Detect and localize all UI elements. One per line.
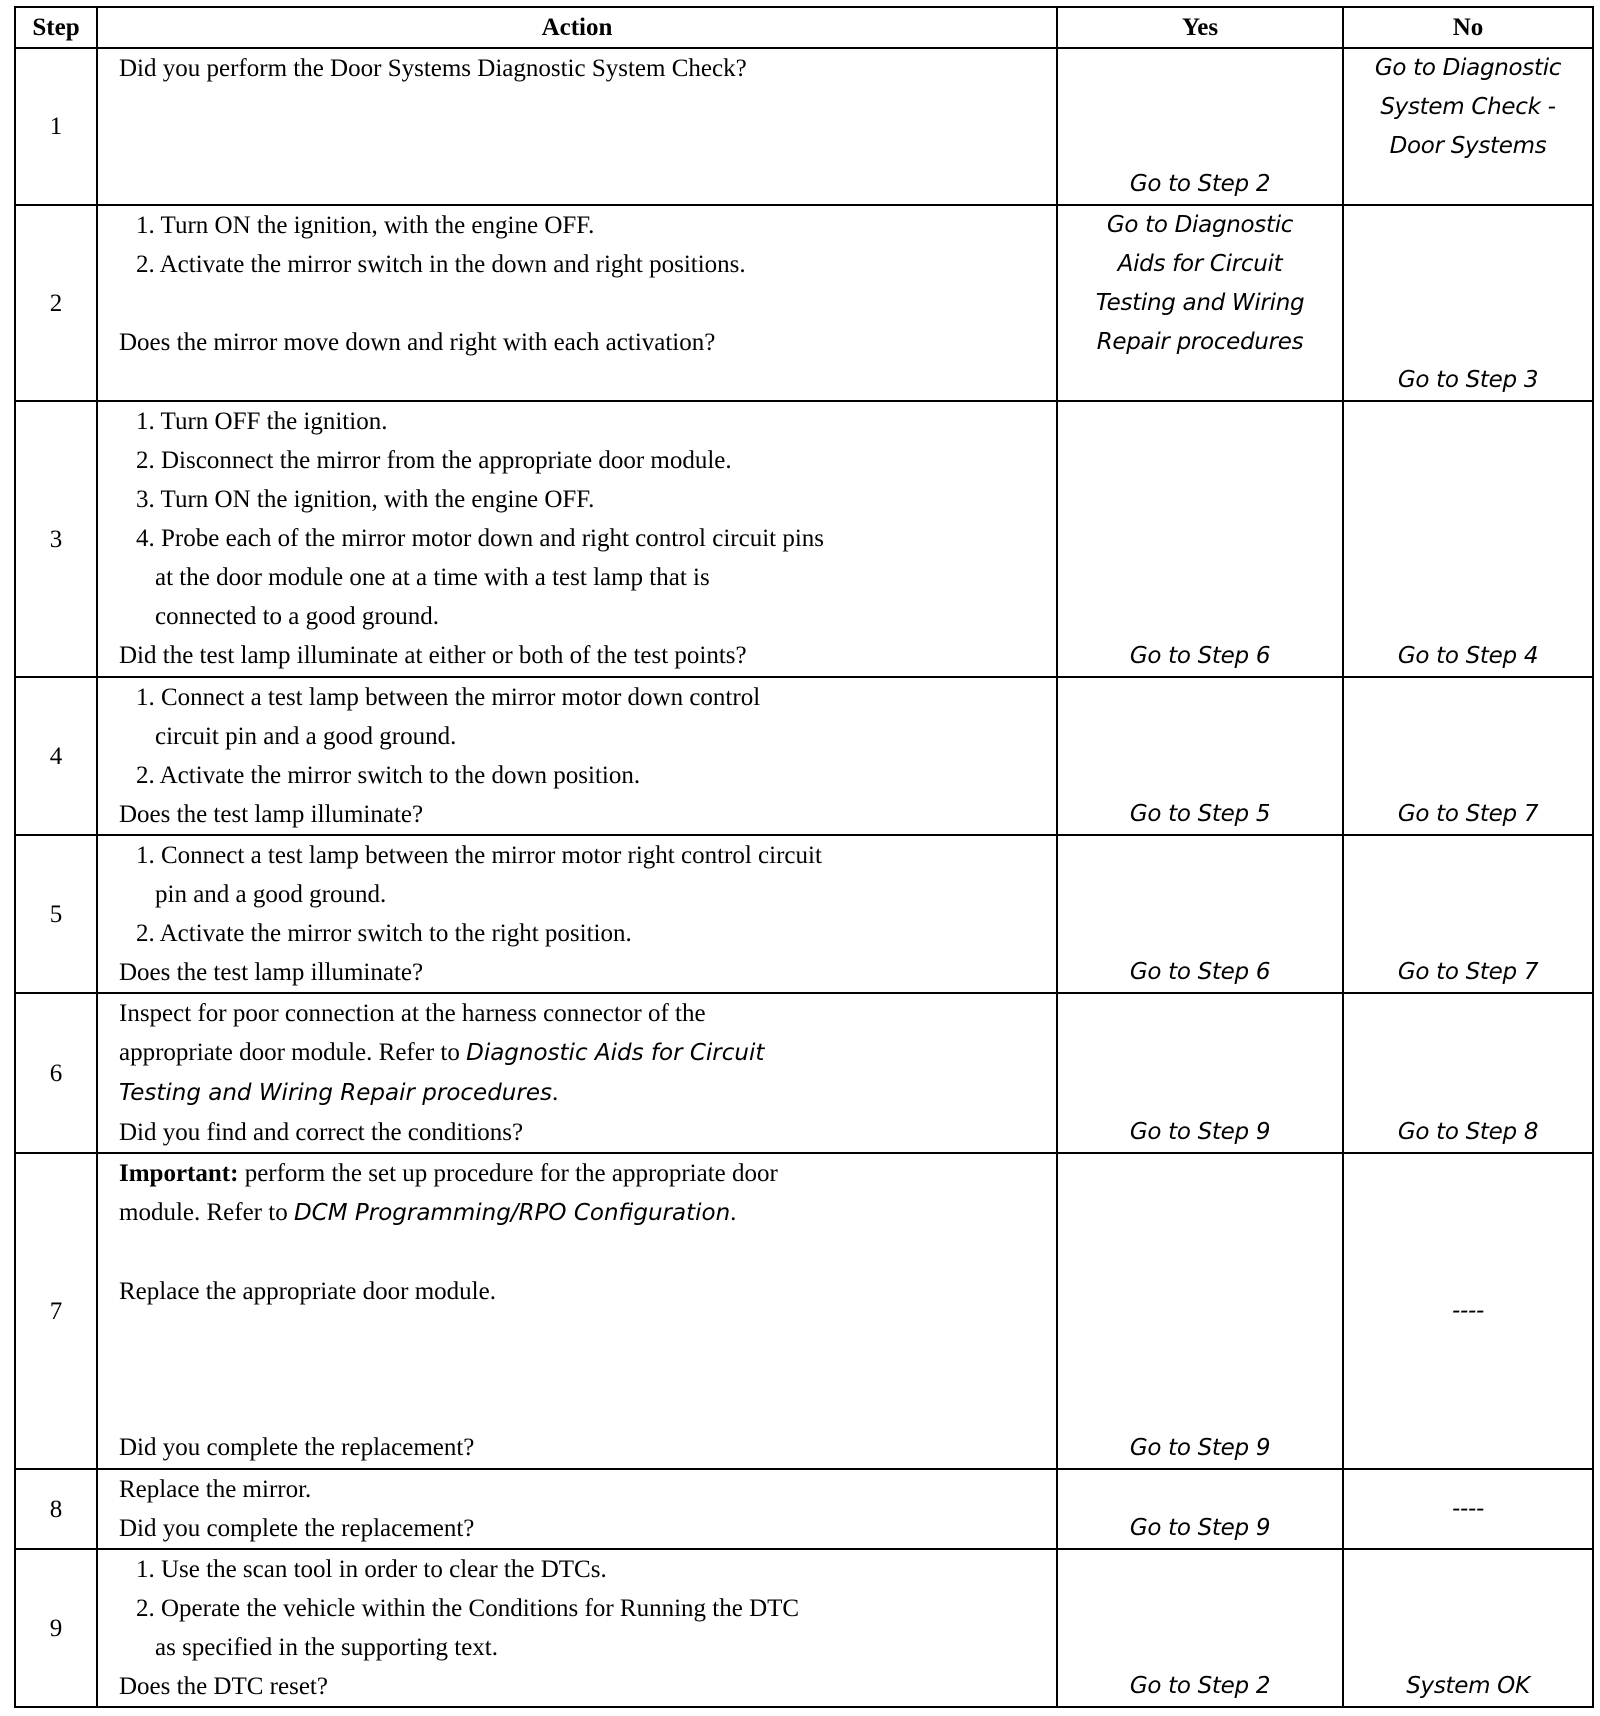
table-row <box>15 1153 1593 1469</box>
table-row <box>15 205 1593 401</box>
table-row <box>15 48 1593 205</box>
step-number: 9 <box>15 1549 97 1707</box>
step-number: 1 <box>15 48 97 205</box>
reference-link[interactable]: DCM Programming/RPO Configuration <box>293 1200 731 1226</box>
reference-link[interactable]: Diagnostic Aids for Circuit <box>466 1040 765 1066</box>
important-label: Important: <box>119 1160 239 1187</box>
action-line: at the door module one at a time with a test lamp that is <box>155 564 710 591</box>
action-line: pin and a good ground. <box>155 881 387 908</box>
no-cell: Go to Step 8 <box>1343 993 1593 1153</box>
yes-cell <box>1057 205 1343 401</box>
action-line: 2. Activate the mirror switch to the down position. <box>136 762 641 789</box>
no-cell: ---- <box>1343 1469 1593 1549</box>
reference-link[interactable]: Testing and Wiring Repair procedures <box>119 1080 552 1106</box>
action-line: 2. Activate the mirror switch to the right position. <box>136 920 632 947</box>
action-text: perform the set up procedure for the appropriate door <box>238 1160 778 1187</box>
no-line: Door Systems <box>1389 133 1547 159</box>
step-number: 7 <box>15 1153 97 1469</box>
action-line: 1. Turn OFF the ignition. <box>136 408 388 435</box>
action-question: Does the DTC reset? <box>119 1673 328 1700</box>
step-number: 5 <box>15 835 97 993</box>
action-line: Inspect for poor connection at the harness connector of the <box>119 1000 706 1027</box>
action-line: 3. Turn ON the ignition, with the engine OFF. <box>136 486 595 513</box>
table-row <box>15 835 1593 993</box>
table-row <box>15 1469 1593 1549</box>
no-cell: Go to Step 3 <box>1343 205 1593 401</box>
action-question: Does the mirror move down and right with each activation? <box>119 329 716 356</box>
action-question: Did you complete the replacement? <box>119 1515 475 1542</box>
action-cell <box>97 1549 1057 1707</box>
table-row <box>15 677 1593 835</box>
action-line: as specified in the supporting text. <box>155 1634 498 1661</box>
action-line: 2. Operate the vehicle within the Conditions for Running the DTC <box>136 1595 800 1622</box>
action-cell <box>97 48 1057 205</box>
action-cell <box>97 1153 1057 1469</box>
no-cell: ---- <box>1343 1153 1593 1469</box>
yes-cell: Go to Step 9 <box>1057 1153 1343 1469</box>
spacer <box>119 1233 1056 1272</box>
header-row <box>15 7 1593 48</box>
action-line: 2. Disconnect the mirror from the appropriate door module. <box>136 447 732 474</box>
header-no: No <box>1343 7 1593 48</box>
yes-cell: Go to Step 5 <box>1057 677 1343 835</box>
action-text: appropriate door module. Refer to <box>119 1039 467 1066</box>
action-line: circuit pin and a good ground. <box>155 723 457 750</box>
action-text: module. Refer to <box>119 1199 294 1226</box>
action-line: Replace the mirror. <box>119 1476 312 1503</box>
action-line: connected to a good ground. <box>155 603 439 630</box>
header-step: Step <box>15 7 97 48</box>
step-number: 4 <box>15 677 97 835</box>
action-line <box>119 1154 1056 1193</box>
no-cell: System OK <box>1343 1549 1593 1707</box>
action-cell <box>97 401 1057 677</box>
action-line <box>119 1073 1056 1113</box>
yes-cell: Go to Step 9 <box>1057 1469 1343 1549</box>
action-line: 1. Turn ON the ignition, with the engine OFF. <box>136 212 595 239</box>
yes-cell: Go to Step 6 <box>1057 835 1343 993</box>
table-row <box>15 401 1593 677</box>
header-action: Action <box>97 7 1057 48</box>
yes-line: Aids for Circuit <box>1117 251 1283 277</box>
yes-cell: Go to Step 9 <box>1057 993 1343 1153</box>
action-line: 1. Connect a test lamp between the mirror motor right control circuit <box>136 842 822 869</box>
action-cell <box>97 1469 1057 1549</box>
action-line: 1. Use the scan tool in order to clear the DTCs. <box>136 1556 607 1583</box>
action-line: 1. Connect a test lamp between the mirror motor down control <box>136 684 761 711</box>
yes-cell: Go to Step 2 <box>1057 48 1343 205</box>
action-cell <box>97 993 1057 1153</box>
action-line: Replace the appropriate door module. <box>119 1278 496 1305</box>
action-cell <box>97 677 1057 835</box>
no-cell: Go to Step 7 <box>1343 835 1593 993</box>
action-line <box>119 1033 1056 1073</box>
step-number: 2 <box>15 205 97 401</box>
yes-cell: Go to Step 6 <box>1057 401 1343 677</box>
yes-cell: Go to Step 2 <box>1057 1549 1343 1707</box>
action-line: 4. Probe each of the mirror motor down and right control circuit pins <box>136 525 825 552</box>
no-line: Go to Diagnostic <box>1374 55 1562 81</box>
action-cell <box>97 835 1057 993</box>
action-line: 2. Activate the mirror switch in the down and right positions. <box>136 251 746 278</box>
diagnostic-table <box>14 6 1594 1708</box>
yes-line: Go to Diagnostic <box>1106 212 1294 238</box>
action-question: Does the test lamp illuminate? <box>119 801 424 828</box>
action-text: . <box>551 1079 559 1106</box>
no-cell <box>1343 48 1593 205</box>
yes-line: Testing and Wiring <box>1095 290 1305 316</box>
header-yes: Yes <box>1057 7 1343 48</box>
action-question: Did you find and correct the conditions? <box>119 1119 524 1146</box>
no-line: System Check - <box>1380 94 1556 120</box>
action-question: Did you complete the replacement? <box>119 1434 475 1461</box>
action-cell <box>97 205 1057 401</box>
spacer <box>119 1311 1056 1428</box>
no-cell: Go to Step 4 <box>1343 401 1593 677</box>
step-number: 8 <box>15 1469 97 1549</box>
no-cell: Go to Step 7 <box>1343 677 1593 835</box>
spacer <box>119 284 1056 323</box>
step-number: 6 <box>15 993 97 1153</box>
action-question: Does the test lamp illuminate? <box>119 959 424 986</box>
yes-line: Repair procedures <box>1096 329 1304 355</box>
table-row <box>15 1549 1593 1707</box>
action-text: . <box>730 1199 737 1226</box>
action-question: Did the test lamp illuminate at either or both of the test points? <box>119 642 747 669</box>
action-line: Did you perform the Door Systems Diagnostic System Check? <box>119 55 747 82</box>
action-line <box>119 1193 1056 1233</box>
step-number: 3 <box>15 401 97 677</box>
table-row <box>15 993 1593 1153</box>
